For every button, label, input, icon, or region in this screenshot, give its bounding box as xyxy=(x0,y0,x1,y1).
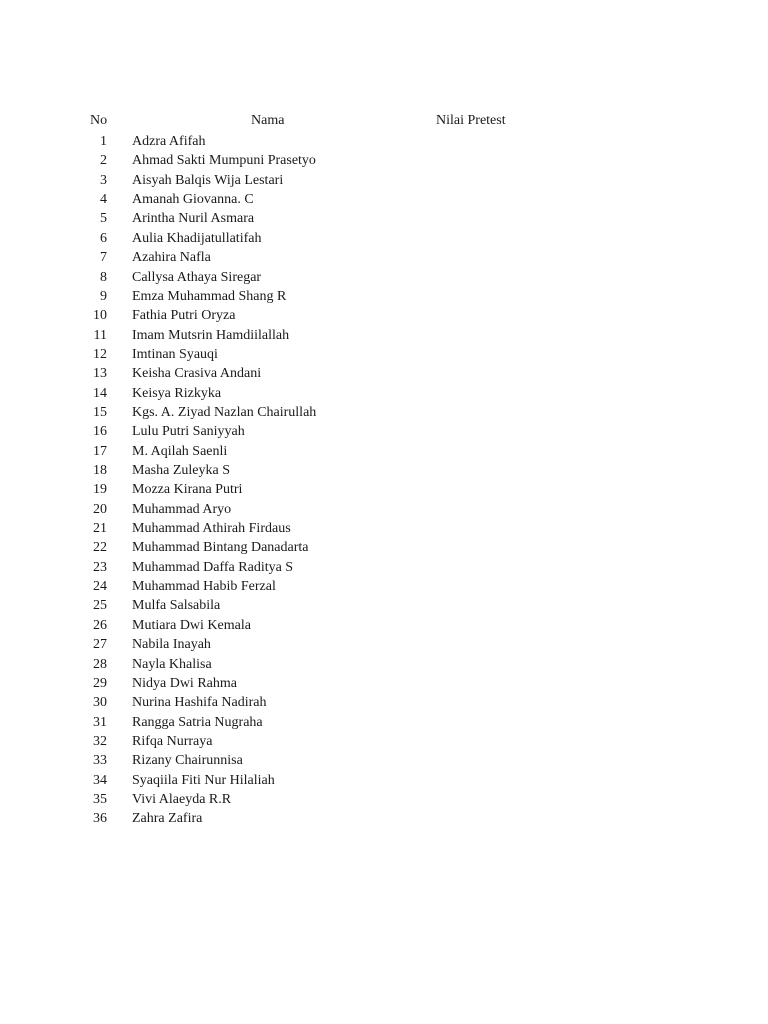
row-number: 9 xyxy=(100,288,107,304)
table-row xyxy=(0,405,768,424)
row-number: 20 xyxy=(93,501,107,517)
student-name: Aulia Khadijatullatifah xyxy=(132,230,262,246)
row-number: 32 xyxy=(93,733,107,749)
table-row xyxy=(0,308,768,327)
student-name: Imtinan Syauqi xyxy=(132,346,218,362)
row-number: 33 xyxy=(93,753,107,769)
table-row xyxy=(0,231,768,250)
table-row xyxy=(0,637,768,656)
row-number: 3 xyxy=(100,172,107,188)
row-number: 16 xyxy=(93,424,107,440)
student-name: Nayla Khalisa xyxy=(132,656,212,672)
student-name: Arintha Nuril Asmara xyxy=(132,211,255,227)
table-row xyxy=(0,502,768,521)
row-number: 26 xyxy=(93,617,107,633)
student-name: Aisyah Balqis Wija Lestari xyxy=(132,172,284,188)
student-name: Azahira Nafla xyxy=(132,250,211,266)
student-name: Nabila Inayah xyxy=(132,637,211,653)
table-row xyxy=(0,424,768,443)
table-row xyxy=(0,328,768,347)
header-no: No xyxy=(90,113,108,128)
row-number: 25 xyxy=(93,598,107,614)
table-row xyxy=(0,715,768,734)
table-row xyxy=(0,734,768,753)
row-number: 7 xyxy=(100,250,107,266)
student-name: Mulfa Salsabila xyxy=(132,598,221,614)
row-number: 18 xyxy=(93,463,107,478)
table-row xyxy=(0,347,768,366)
row-number: 13 xyxy=(93,366,107,382)
student-name: Muhammad Aryo xyxy=(132,501,232,517)
student-name: Muhammad Athirah Firdaus xyxy=(132,521,291,536)
student-name: Nurina Hashifa Nadirah xyxy=(132,695,267,711)
row-number: 28 xyxy=(93,656,107,672)
row-number: 30 xyxy=(93,695,107,711)
student-name: Fathia Putri Oryza xyxy=(132,308,236,324)
student-name: Keisha Crasiva Andani xyxy=(132,366,262,382)
table-row xyxy=(0,366,768,385)
table-row xyxy=(0,134,768,153)
table-row xyxy=(0,811,768,830)
student-name: Amanah Giovanna. C xyxy=(132,192,254,208)
table-row xyxy=(0,482,768,501)
student-name: Ahmad Sakti Mumpuni Prasetyo xyxy=(132,153,316,169)
student-name: Nidya Dwi Rahma xyxy=(132,675,237,691)
student-name: Muhammad Habib Ferzal xyxy=(132,579,276,594)
row-number: 22 xyxy=(93,540,107,556)
row-number: 6 xyxy=(100,230,107,246)
table-row xyxy=(0,250,768,269)
row-number: 2 xyxy=(100,153,107,169)
table-row xyxy=(0,463,768,482)
row-number: 4 xyxy=(100,192,107,208)
row-number: 15 xyxy=(93,404,107,420)
student-name: Zahra Zafira xyxy=(132,811,203,827)
table-row xyxy=(0,753,768,772)
row-number: 24 xyxy=(93,579,107,594)
student-name: Kgs. A. Ziyad Nazlan Chairullah xyxy=(132,404,317,420)
table-row xyxy=(0,521,768,540)
table-row xyxy=(0,792,768,811)
table-row xyxy=(0,270,768,289)
row-number: 35 xyxy=(93,791,107,807)
student-name: Emza Muhammad Shang R xyxy=(132,288,287,304)
row-number: 11 xyxy=(93,327,107,343)
table-row xyxy=(0,773,768,792)
row-number: 27 xyxy=(93,637,107,653)
header-nilai-pretest: Nilai Pretest xyxy=(436,113,506,128)
table-row xyxy=(0,211,768,230)
student-name: Vivi Alaeyda R.R xyxy=(132,791,232,807)
row-number: 8 xyxy=(100,269,107,285)
student-name: Mozza Kirana Putri xyxy=(132,482,243,498)
table-row xyxy=(0,618,768,637)
table-row xyxy=(0,173,768,192)
row-number: 31 xyxy=(93,714,107,730)
row-number: 19 xyxy=(93,482,107,498)
student-name: M. Aqilah Saenli xyxy=(132,443,228,459)
row-number: 36 xyxy=(93,811,107,827)
student-name: Imam Mutsrin Hamdiilallah xyxy=(132,327,290,343)
table-row xyxy=(0,676,768,695)
student-name: Syaqiila Fiti Nur Hilaliah xyxy=(132,772,275,788)
student-name: Rangga Satria Nugraha xyxy=(132,714,263,730)
table-row xyxy=(0,695,768,714)
student-name: Muhammad Bintang Danadarta xyxy=(132,540,309,556)
table-row xyxy=(0,657,768,676)
student-name: Rizany Chairunnisa xyxy=(132,753,243,769)
row-number: 23 xyxy=(93,559,107,575)
table-row xyxy=(0,598,768,617)
student-name: Keisya Rizkyka xyxy=(132,385,222,401)
row-number: 5 xyxy=(100,211,107,227)
table-row xyxy=(0,289,768,308)
row-number: 29 xyxy=(93,675,107,691)
header-nama: Nama xyxy=(251,113,285,128)
student-name: Adzra Afifah xyxy=(132,134,206,149)
row-number: 14 xyxy=(93,385,107,401)
student-name: Masha Zuleyka S xyxy=(132,463,230,478)
student-name: Muhammad Daffa Raditya S xyxy=(132,559,294,575)
student-name: Callysa Athaya Siregar xyxy=(132,269,262,285)
row-number: 17 xyxy=(93,443,107,459)
table-row xyxy=(0,560,768,579)
student-name: Rifqa Nurraya xyxy=(132,733,213,749)
table-row xyxy=(0,540,768,559)
table-row xyxy=(0,153,768,172)
row-number: 10 xyxy=(93,308,107,324)
row-number: 12 xyxy=(93,346,107,362)
row-number: 21 xyxy=(93,521,107,536)
table-row xyxy=(0,386,768,405)
student-name: Lulu Putri Saniyyah xyxy=(132,424,245,440)
table-row xyxy=(0,579,768,598)
row-number: 34 xyxy=(93,772,107,788)
table-row xyxy=(0,192,768,211)
row-number: 1 xyxy=(100,134,107,149)
table-row xyxy=(0,444,768,463)
student-name: Mutiara Dwi Kemala xyxy=(132,617,251,633)
